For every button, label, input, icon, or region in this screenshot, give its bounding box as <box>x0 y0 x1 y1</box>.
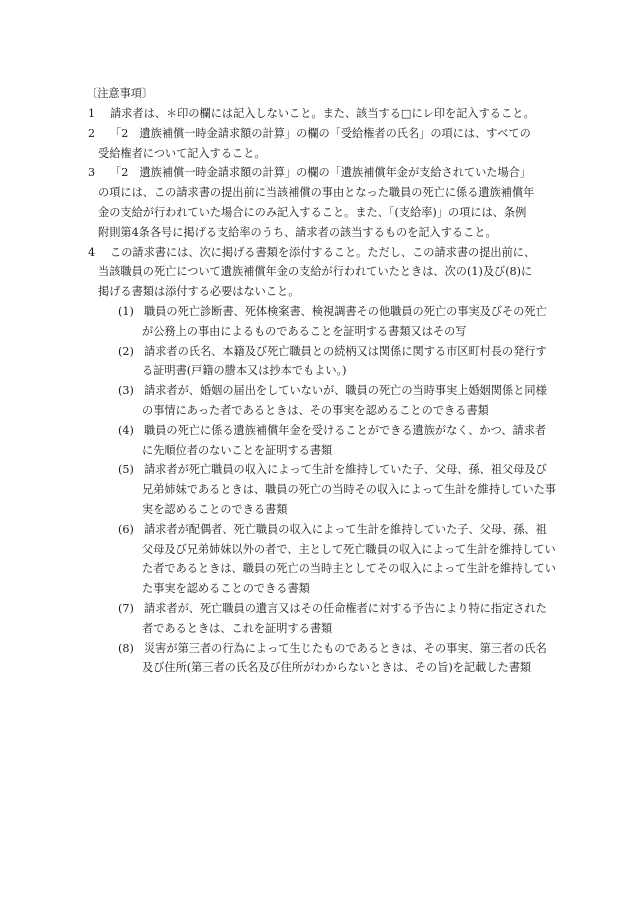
text-line: の項には、この請求書の提出前に当該補償の事由となった職員の死亡に係る遺族補償年 <box>98 186 535 200</box>
attachment-item <box>118 302 566 342</box>
attachment-list <box>98 302 566 678</box>
item-number: 4 <box>88 245 96 259</box>
text-line: た事実を認めることのできる書類 <box>142 582 310 596</box>
item-number: 3 <box>88 166 96 180</box>
text-line: 職員の死亡診断書、死体検案書、検視調書その他職員の死亡の事実及びその死亡 <box>144 304 547 318</box>
text-line: 請求者が、死亡職員の遺言又はその任命権者に対する予告により特に指定された <box>144 601 547 615</box>
text-line: 掲げる書類は添付する必要はないこと。 <box>98 285 300 299</box>
sub-item-number: (3) <box>118 384 134 398</box>
notes-heading: 〔注意事項〕 <box>86 87 154 100</box>
attachment-item <box>118 599 566 639</box>
text-line: 請求者の氏名、本籍及び死亡職員との続柄又は関係に関する市区町村長の発行す <box>144 344 547 358</box>
sub-item-number: (8) <box>118 641 134 655</box>
text-line: 者であるときは、これを証明する書類 <box>142 621 333 635</box>
text-line: この請求書には、次に掲げる書類を添付すること。ただし、この請求書の提出前に、 <box>110 245 536 259</box>
text-line: 災害が第三者の行為によって生じたものであるときは、その事実、第三者の氏名 <box>144 641 547 655</box>
text-line: 実を認めることのできる書類 <box>142 502 288 516</box>
text-line: 父母及び兄弟姉妹以外の者で、主として死亡職員の収入によって生計を維持してい <box>142 542 556 556</box>
text-line: 当該職員の死亡について遺族補償年金の支給が行われていたときは、次の(1)及び(8)に <box>98 265 533 279</box>
sub-item-number: (7) <box>118 601 134 615</box>
sub-item-number: (4) <box>118 423 134 437</box>
attachment-item <box>118 342 566 382</box>
sub-item-number: (2) <box>118 344 134 358</box>
item-number: 1 <box>88 107 96 120</box>
text-line: 請求者が配偶者、死亡職員の収入によって生計を維持していた子、父母、孫、祖 <box>144 522 547 536</box>
text-line: 及び住所(第三者の氏名及び住所がわからないときは、その旨)を記載した書類 <box>142 661 532 675</box>
attachment-item <box>118 381 566 421</box>
text-line: の事情にあった者であるときは、その事実を認めることのできる書類 <box>142 403 489 417</box>
text-line: 請求者は、＊印の欄には記入しないこと。また、該当する□にレ印を記入すること。 <box>110 107 535 120</box>
attachment-item <box>118 639 566 679</box>
attachment-item <box>118 460 566 519</box>
text-line: る証明書(戸籍の謄本又は抄本でもよい。) <box>142 364 347 378</box>
text-line: 金の支給が行われていた場合にのみ記入すること。また、「(支給率)」の項には、条例 <box>98 205 527 219</box>
text-line: が公務上の事由によるものであることを証明する書類又はその写 <box>142 324 467 338</box>
attachment-item <box>118 520 566 599</box>
text-line: 職員の死亡に係る遺族補償年金を受けることができる遺族がなく、かつ、請求者 <box>144 423 547 437</box>
text-line: 兄弟姉妹であるときは、職員の死亡の当時その収入によって生計を維持していた事 <box>142 483 556 497</box>
note-item-1 <box>86 104 566 124</box>
notes-list <box>86 104 566 678</box>
note-item-2 <box>86 124 566 164</box>
note-item-3 <box>86 163 566 242</box>
item-number: 2 <box>88 126 96 140</box>
text-line: 請求者が、婚姻の届出をしていないが、職員の死亡の当時事実上婚姻関係と同様 <box>144 384 547 398</box>
text-line: 「2 遺族補償一時金請求額の計算」の欄の「受給権者の氏名」の項には、すべての <box>110 126 531 140</box>
text-line: た者であるときは、職員の死亡の当時主としてその収入によって生計を維持してい <box>142 562 556 576</box>
text-line: に先順位者のないことを証明する書類 <box>142 443 333 457</box>
text-line: 請求者が死亡職員の収入によって生計を維持していた子、父母、孫、祖父母及び <box>144 463 547 477</box>
sub-item-number: (6) <box>118 522 134 536</box>
note-item-4 <box>86 243 566 679</box>
sub-item-number: (5) <box>118 463 134 477</box>
text-line: 受給権者について記入すること。 <box>98 146 266 160</box>
text-line: 附則第4条各号に掲げる支給率のうち、請求者の該当するものを記入すること。 <box>98 225 497 239</box>
text-line: 「2 遺族補償一時金請求額の計算」の欄の「遺族補償年金が支給されていた場合」 <box>110 166 532 180</box>
sub-item-number: (1) <box>118 304 134 318</box>
attachment-item <box>118 421 566 461</box>
